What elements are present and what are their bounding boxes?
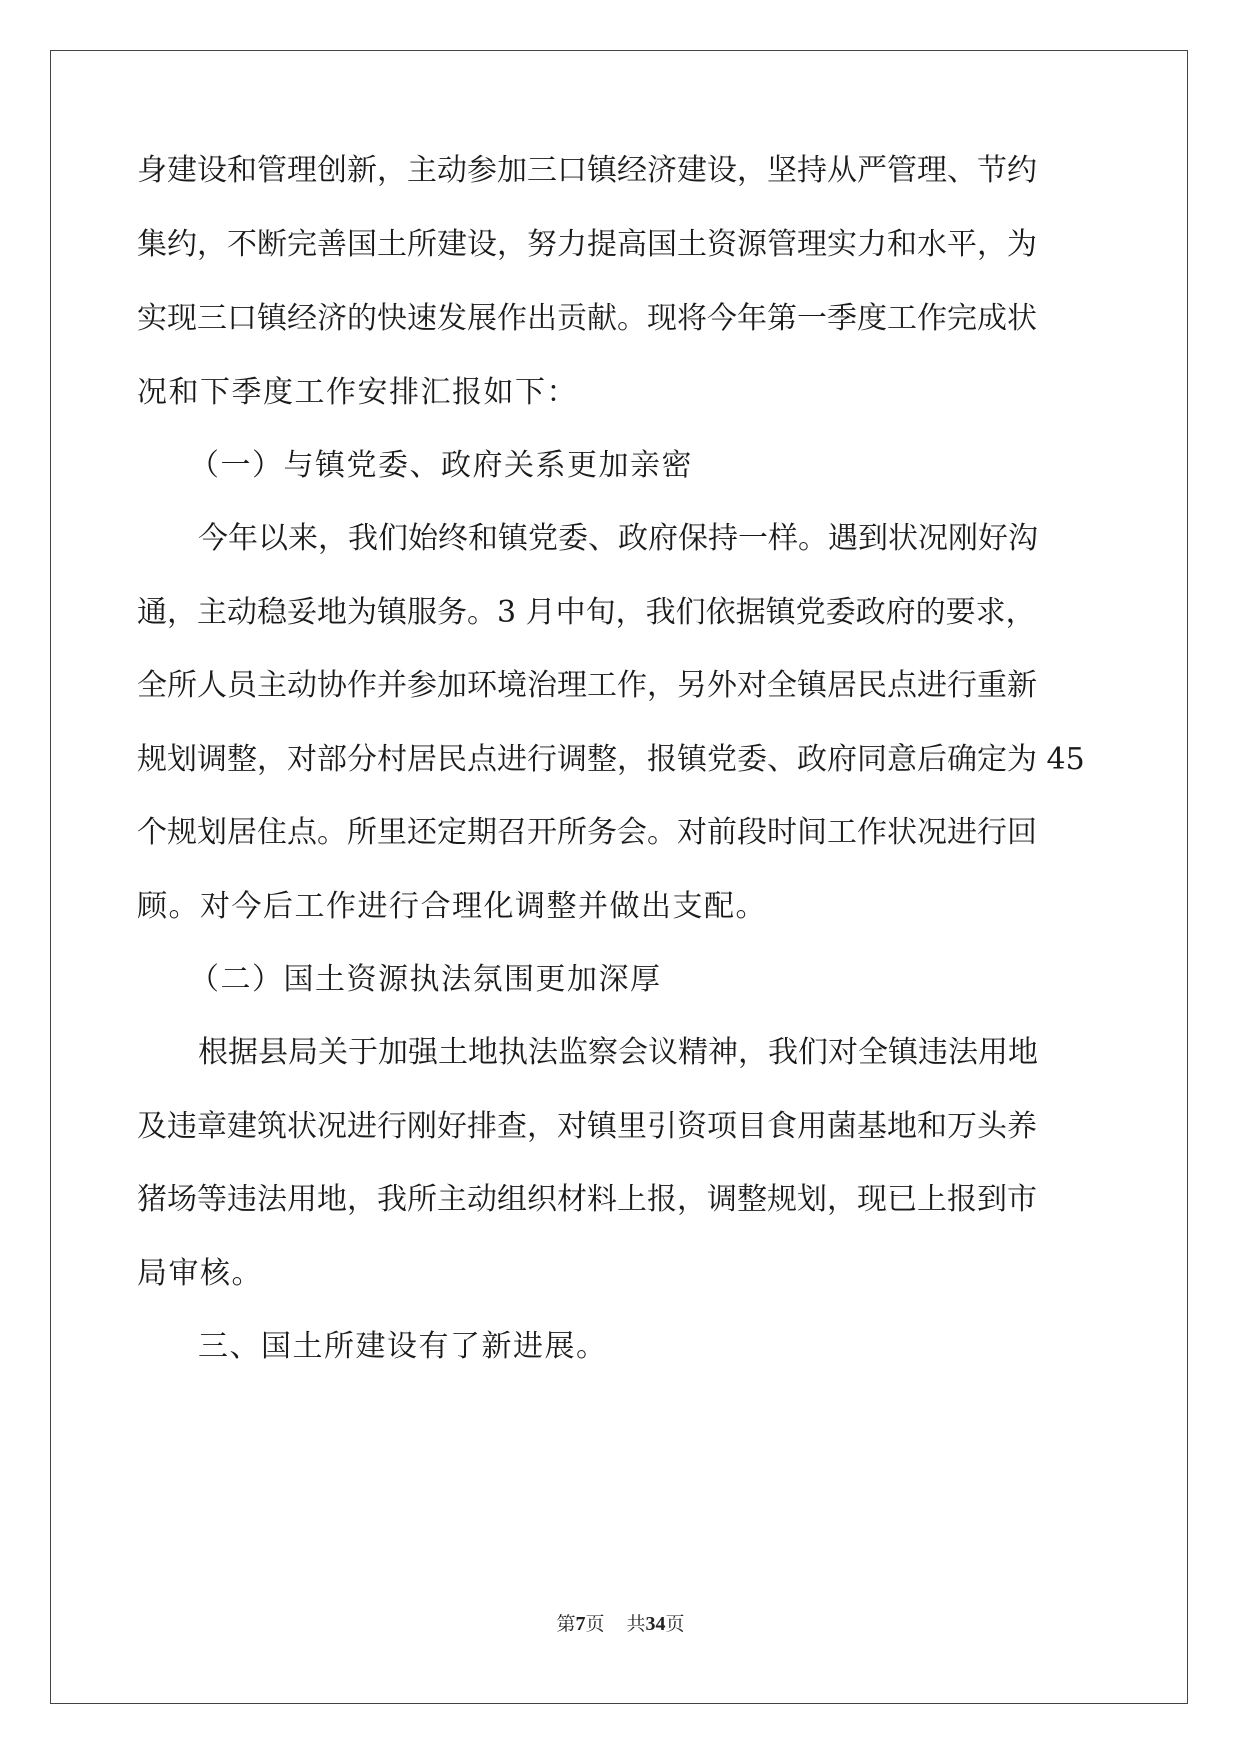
text-line: 猪场等违法用地，我所主动组织材料上报，调整规划，现已上报到市 — [137, 1182, 1037, 1217]
total-pages: 34 — [645, 1613, 666, 1635]
text-line: 及违章建筑状况进行刚好排查，对镇里引资项目食用菌基地和万头养 — [137, 1109, 1037, 1144]
page-number-suffix: 页 — [585, 1613, 605, 1635]
text-line: 顾。对今后工作进行合理化调整并做出支配。 — [137, 889, 767, 924]
text-line: 实现三口镇经济的快速发展作出贡献。现将今年第一季度工作完成状 — [137, 301, 1037, 336]
text-line: 集约，不断完善国土所建设，努力提高国土资源管理实力和水平，为 — [137, 227, 1037, 262]
section-heading: （二）国土资源执法氛围更加深厚 — [189, 962, 662, 997]
text-line: 况和下季度工作安排汇报如下： — [137, 375, 578, 410]
page-number: 7 — [575, 1613, 586, 1635]
text-line: 根据县局关于加强土地执法监察会议精神，我们对全镇违法用地 — [198, 1035, 1038, 1070]
text-line: 全所人员主动协作并参加环境治理工作，另外对全镇居民点进行重新 — [137, 668, 1037, 703]
text-line: 通，主动稳妥地为镇服务。3 月中旬，我们依据镇党委政府的要求， — [137, 595, 1036, 630]
section-heading: 三、国土所建设有了新进展。 — [198, 1329, 608, 1364]
page-footer — [0, 1612, 1241, 1636]
text-line: 身建设和管理创新，主动参加三口镇经济建设，坚持从严管理、节约 — [137, 153, 1037, 188]
text-line: 个规划居住点。所里还定期召开所务会。对前段时间工作状况进行回 — [137, 815, 1037, 850]
text-line: 今年以来，我们始终和镇党委、政府保持一样。遇到状况刚好沟 — [198, 521, 1038, 556]
section-heading: （一）与镇党委、政府关系更加亲密 — [189, 448, 693, 483]
text-line: 规划调整，对部分村居民点进行调整，报镇党委、政府同意后确定为 45 — [137, 742, 1085, 777]
text-line: 局审核。 — [137, 1256, 263, 1291]
total-pages-prefix: 共 — [626, 1613, 646, 1635]
page-number-prefix: 第 — [556, 1613, 576, 1635]
total-pages-suffix: 页 — [665, 1613, 685, 1635]
